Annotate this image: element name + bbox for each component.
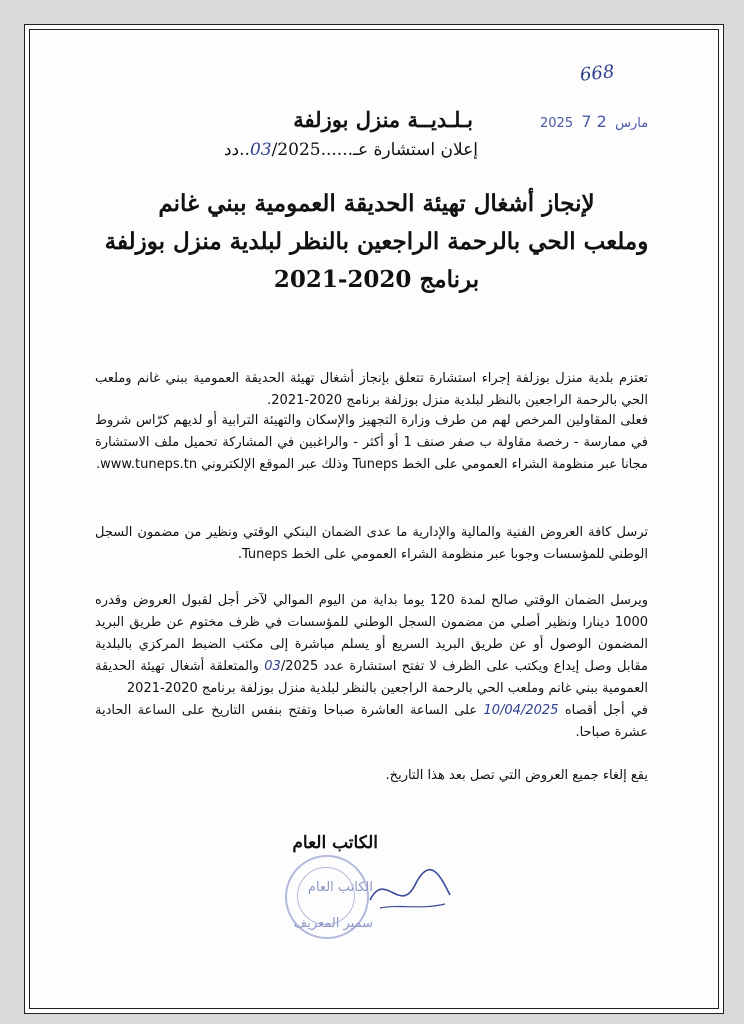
- paragraph-intro: تعتزم بلدية منزل بوزلفة إجراء استشارة تتعلق بإنجاز أشغال تهيئة الحديقة العمومية ببني غانم وملعب الحي بالرحمة الراجعين بالنظر لبلدية منزل بوزلفة برنامج 2020-2021.: [95, 371, 648, 408]
- handwritten-signature: [365, 860, 455, 920]
- paragraph-cancellation: يقع إلغاء جميع العروض التي تصل بعد هذا التاريخ.: [385, 768, 648, 783]
- paragraph-guarantee: [95, 590, 648, 700]
- signature-stamp: [294, 870, 373, 942]
- handwritten-registration-number: [579, 61, 615, 85]
- announcement-title: [65, 185, 688, 299]
- deadline-handwritten-date: 10/04/2025: [483, 703, 559, 718]
- date-stamp-day: 2 7: [581, 112, 607, 131]
- guarantee-text: ويرسل الضمان الوقتي صالح لمدة 120 يوما بداية من اليوم الموالي لآخر أجل لقبول العروض وقدره 1000 دينارا ونظير أصلي من مضمون السجل الوطني للمؤسسات في ظرف مختوم عن طريق البريد المضمون الوصول أو عن طريق البريد السريع أو يسلم مباشرة إلى مكتب الضبط المركزي بالبلدية مقابل وصل إيداع ويكتب على الظرف لا تفتح استشارة عدد: [95, 593, 649, 674]
- guarantee-tail: /2025 والمتعلقة أشغال تهيئة الحديقة العمومية ببني غانم وملعب الحي بالرحمة الراجعين بالنظر لبلدية منزل بوزلفة برنامج 2020-2021: [95, 659, 648, 696]
- deadline-prefix: في أجل أقصاه: [564, 703, 648, 718]
- date-stamp-month: مارس: [615, 116, 649, 131]
- signatory-title: الكاتب العام: [292, 833, 378, 853]
- deadline-suffix: على الساعة العاشرة صباحا وتفتح بنفس التاريخ على الساعة الحادية عشرة صباحا.: [95, 703, 648, 740]
- municipality-name: بـلـديــة منزل بوزلفة: [293, 107, 473, 132]
- paragraph-eligibility: فعلى المقاولين المرخص لهم من طرف وزارة التجهيز والإسكان والتهيئة الترابية أو لديهم كرّاس شروط في ممارسة - رخصة مقاولة ب صفر صنف 1 أو أكثر - والراغبين في المشاركة تحميل ملف الاستشارة مجانا عبر منظومة الشراء العمومي على الخط Tuneps وذلك عبر الموقع الإلكتروني www.tuneps.tn.: [95, 413, 649, 472]
- stamp-title: الكاتب العام: [307, 880, 373, 895]
- document-page: [24, 24, 724, 1014]
- consultation-ref-handwritten-number: 03: [249, 140, 272, 160]
- title-line-3: برنامج 2020-2021: [273, 266, 480, 293]
- paragraph-submission: ترسل كافة العروض الفنية والمالية والإدارية ما عدى الضمان البنكي الوقتي ونظير من مضمون السجل الوطني للمؤسسات وجوبا عبر منظومة الشراء العمومي على الخط Tuneps.: [95, 525, 648, 562]
- date-stamp: [540, 112, 648, 131]
- consultation-ref-suffix: /2025..دد: [223, 140, 321, 160]
- consultation-reference: [224, 140, 478, 160]
- title-line-1: لإنجاز أشغال تهيئة الحديقة العمومية ببني غانم: [158, 190, 595, 217]
- stamp-name: سمير المعريف: [293, 916, 373, 931]
- paragraph-deadline: [95, 700, 648, 744]
- guarantee-handwritten-number: 03: [264, 659, 281, 674]
- registration-number-text: 668: [578, 61, 616, 86]
- date-stamp-year: 2025: [540, 116, 574, 131]
- title-line-2: وملعب الحي بالرحمة الراجعين بالنظر لبلدية منزل بوزلفة: [104, 228, 649, 255]
- consultation-ref-prefix: إعلان استشارة عـ......: [320, 140, 478, 160]
